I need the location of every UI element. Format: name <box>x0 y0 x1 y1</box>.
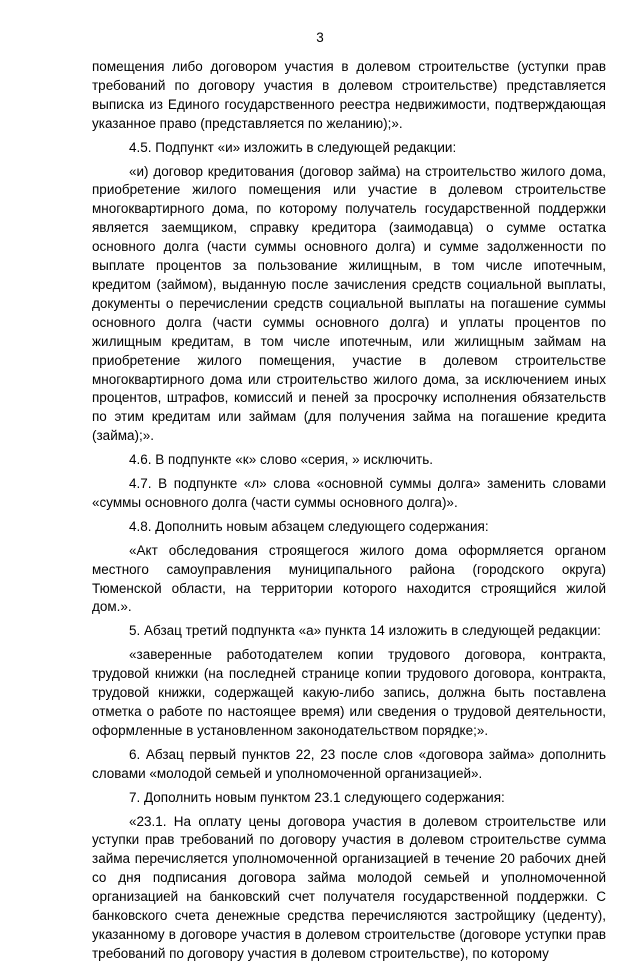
paragraph-continuation: помещения либо договором участия в долевом строительстве (уступки прав требований по договору участия в долевом строительстве) представляется выписка из Единого государственного реестра недвижимости, подтверждающая указанное право (представляется по желанию);». <box>92 59 606 131</box>
paragraph-item-7: 7. Дополнить новым пунктом 23.1 следующего содержания: <box>129 789 505 805</box>
document-body <box>92 58 606 969</box>
paragraph-item-4-7: 4.7. В подпункте «л» слова «основной суммы долга» заменить словами «суммы основного долга (части суммы основного долга)». <box>92 476 606 510</box>
paragraph-certified-copies: «заверенные работодателем копии трудового договора, контракта, трудовой книжки (на последней странице копии трудового договора, контракта, трудовой книжки, содержащей какую-либо запись, должна быть поставлена отметка о работе по настоящее время) или сведения о трудовой деятельности, оформленные в установленном законодательством порядке;». <box>92 647 606 738</box>
paragraph-item-4-6: 4.6. В подпункте «к» слово «серия, » исключить. <box>129 452 434 468</box>
paragraph-subitem-i: «и) договор кредитования (договор займа) на строительство жилого дома, приобретение жилого помещения или участие в долевом строительстве многоквартирного дома, по которому получатель государственной поддержки является заемщиком, справку кредитора (заимодавца) о сумме остатка основного долга (части суммы основного долга) и сумме задолженности по выплате процентов за пользование жилищным, в том числе ипотечным, кредитом (займом), выданную после зачисления средств социальной выплаты, документы о перечислении средств социальной выплаты на погашение суммы основного долга (части суммы основного долга) и уплаты процентов по жилищным кредитам, в том числе ипотечным, или жилищным займам на приобретение жилого помещения, участие в долевом строительстве многоквартирного дома или строительство жилого дома, за исключением иных процентов, штрафов, комиссий и пеней за просрочку исполнения обязательств по этим кредитам или займам (для получения займа на погашение кредита (займа);». <box>92 163 606 444</box>
paragraph-item-4-8: 4.8. Дополнить новым абзацем следующего содержания: <box>129 518 489 534</box>
paragraph-item-5: 5. Абзац третий подпункта «а» пункта 14 изложить в следующей редакции: <box>129 623 601 639</box>
page-number: 3 <box>316 30 324 45</box>
paragraph-item-4-5: 4.5. Подпункт «и» изложить в следующей редакции: <box>129 139 457 155</box>
paragraph-item-6: 6. Абзац первый пунктов 22, 23 после слов «договора займа» дополнить словами «молодой семьей и уполномоченной организацией». <box>92 746 606 781</box>
paragraph-item-23-1: «23.1. На оплату цены договора участия в долевом строительстве или уступки прав требований по договору участия в долевом строительстве сумма займа перечисляется уполномоченной организацией в течение 20 рабочих дней со дня подписания договора займа молодой семьей и уполномоченной организацией на банковский счет получателя государственной поддержки. С банковского счета денежные средства перечисляются застройщику (цеденту), указанному в договоре участия в долевом строительстве (договоре уступки прав требований по договору участия в долевом строительстве), по которому <box>92 813 606 961</box>
paragraph-inspection-act: «Акт обследования строящегося жилого дома оформляется органом местного самоуправления муниципального района (городского округа) Тюменской области, на территории которого находится строящийся жилой дом.». <box>92 542 606 615</box>
